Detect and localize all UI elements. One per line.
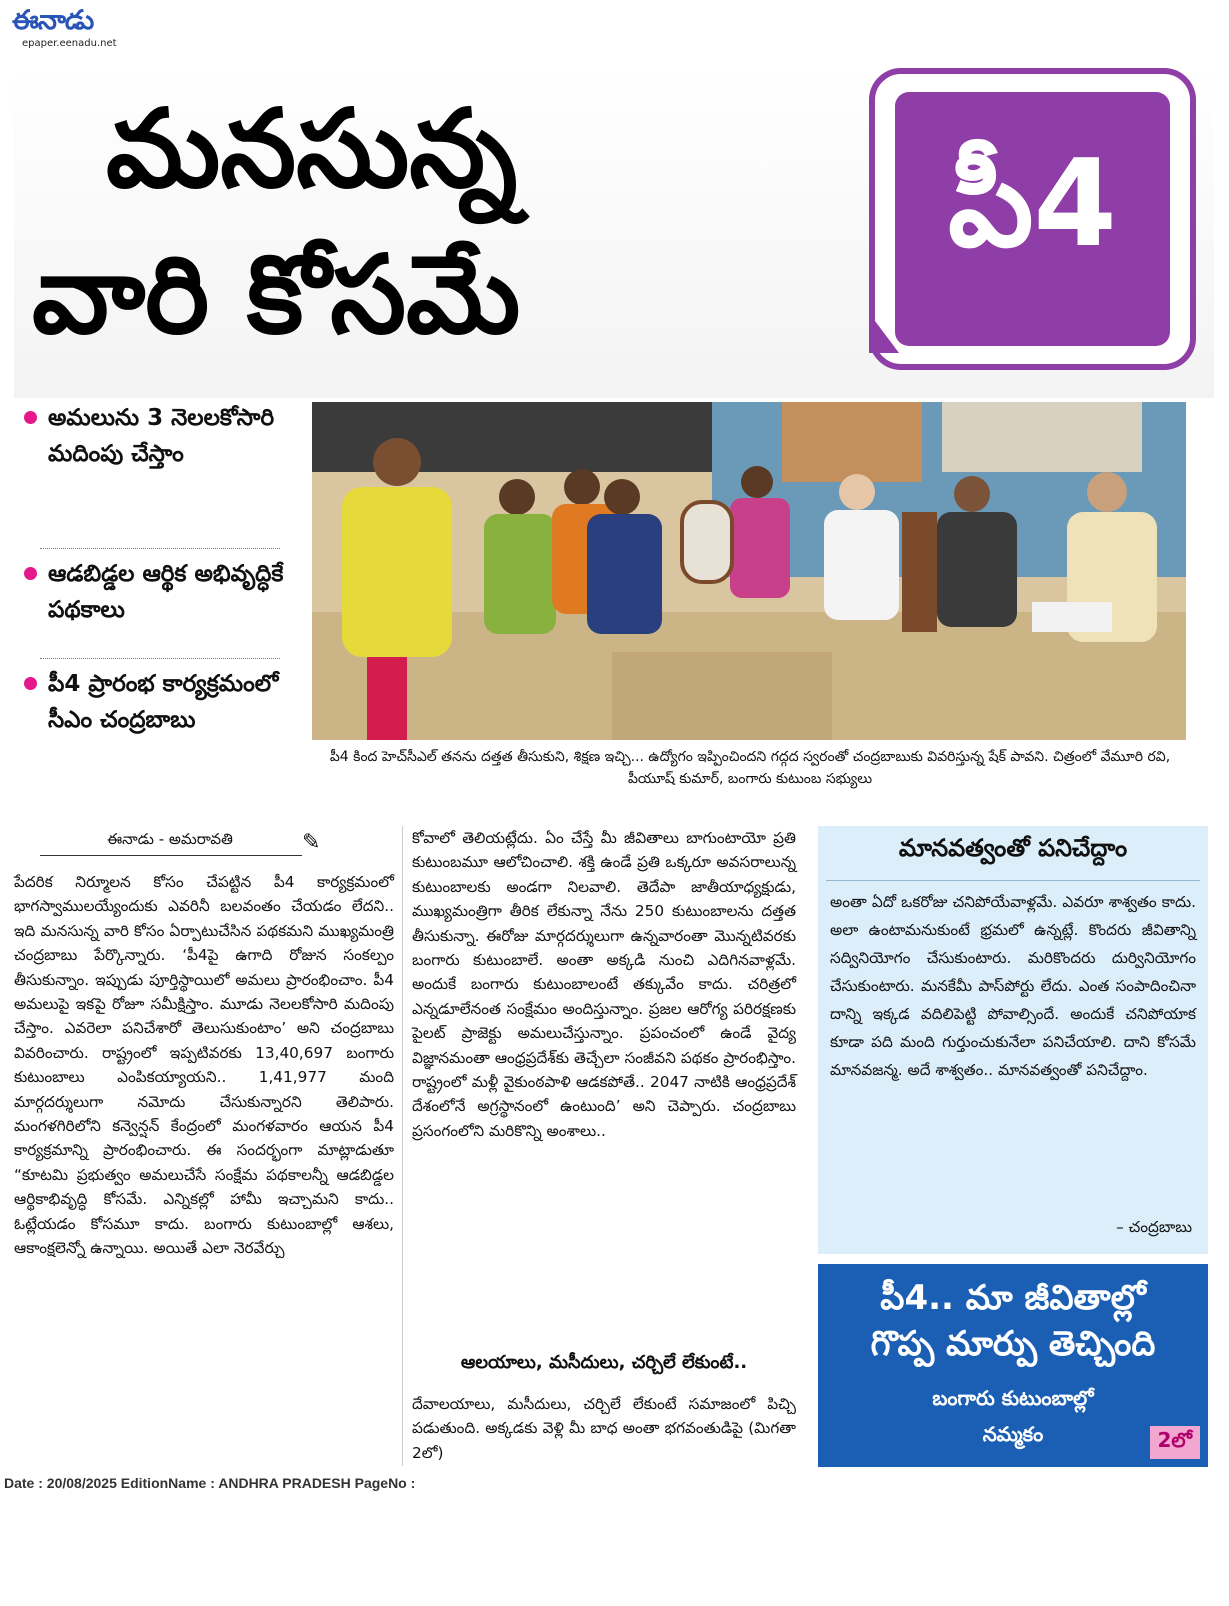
headline-banner <box>14 68 1214 398</box>
article-column-2: కోవాలో తెలియట్లేదు. ఏం చేస్తే మీ జీవితాలు బాగుంటాయో ప్రతి కుటుంబమూ ఆలోచించాలి. శక్తి ఉండే ప్రతి ఒక్కరూ అవసరాలున్న కుటుంబాలకు అండగా నిలవాలి. తెదేపా జాతీయాధ్యక్షుడు, ముఖ్యమంత్రిగా తీరిక లేకున్నా నేను 250 కుటుంబాలను దత్తత తీసుకున్నా. ఈరోజు మార్గదర్శులుగా ఉన్నవారంతా మొన్నటివరకు బంగారు కుటుంబాలే. అంతా అక్కడి నుంచి ఎదిగినవాళ్లమే. అందుకే బంగారు కుటుంబాలంటే తక్కువేం కాదు. చరిత్రలో ఎన్నడూలేనంత సంక్షేమం అందిస్తున్నాం. ప్రజల ఆరోగ్య పరిరక్షణకు పైలట్ ప్రాజెక్టు అమలుచేస్తున్నాం. ప్రపంచంలో ఉండే వైద్య విజ్ఞానమంతా ఆంధ్రప్రదేశ్‌కు తెచ్చేలా సంజీవని పథకం ప్రారంభిస్తాం. రాష్ట్రంలో మళ్లీ వైకుంఠపాళి ఆడకపోతే.. 2047 నాటికి ఆంధ్రప్రదేశ్ దేశంలోనే అగ్రస్థానంలో ఉంటుంది’ అని చెప్పారు. చంద్రబాబు ప్రసంగంలోని మరికొన్ని అంశాలు.. <box>412 829 796 1140</box>
article-column-1: పేదరిక నిర్మూలన కోసం చేపట్టిన పీ4 కార్యక్రమంలో భాగస్వాములయ్యేందుకు ఎవరినీ బలవంతం చేయడం లేదని.. ఇది మనసున్న వారి కోసం ఏర్పాటుచేసిన పథకమని ముఖ్యమంత్రి చంద్రబాబు పేర్కొన్నారు. ‘పీ4పై ఉగాది రోజున సంకల్పం తీసుకున్నాం. ఇప్పుడు పూర్తిస్థాయిలో అమలు ప్రారంభించాం. పీ4 అమలుపై ఇకపై రోజూ సమీక్షిస్తాం. మూడు నెలలకోసారి మదింపు చేస్తాం. ఎవరెలా పనిచేశారో తెలుసుకుంటాం’ అని చంద్రబాబు వివరించారు. రాష్ట్రంలో ఇప్పటివరకు 13,40,697 బంగారు కుటుంబాలు ఎంపికయ్యాయని.. 1,41,977 మంది మార్గదర్శులుగా నమోదు చేసుకున్నారని తెలిపారు. మంగళగిరిలోని కన్వెన్షన్ కేంద్రంలో మంగళవారం ఆయన పీ4 కార్యక్రమాన్ని ప్రారంభించారు. ఈ సందర్భంగా మాట్లాడుతూ “కూటమి ప్రభుత్వం అమలుచేసే సంక్షేమ పథకాలన్నీ ఆడబిడ్డల ఆర్థికాభివృద్ధి కోసమే. ఎన్నికల్లో హామీ ఇచ్చామని కాదు.. ఓట్లేయడం కోసమూ కాదు. బంగారు కుటుంబాల్లో ఆశలు, ఆకాంక్షలెన్నో ఉన్నాయి. అయితే ఎలా నెరవేర్చు <box>14 873 394 1258</box>
article-byline: ఈనాడు - అమరావతి <box>107 830 233 848</box>
quote-box-body: అంతా ఏదో ఒకరోజు చనిపోయేవాళ్లమే. ఎవరూ శాశ్వతం కాదు. అలా ఉంటామనుకుంటే భ్రమలో ఉన్నట్లే. కొందరు జీవితాన్ని సద్వినియోగం చేసుకుంటారు. మరికొందరు దుర్వినియోగం చేసుకుంటారు. మనకేమీ పాస్‌పోర్టు లేదు. ఎంత సంపాదించినా దాన్ని ఇక్కడ వదిలిపెట్టి పోవాల్సిందే. అందుకే చనిపోయాక కూడా పది మంది గుర్తుంచుకునేలా పనిచేయాలి. దాని కోసమే మానవజన్మ. అదే శాశ్వతం.. మానవత్వంతో పనిచేద్దాం. <box>830 893 1196 1079</box>
event-photo-illustration <box>312 402 1186 740</box>
headline-line-2: వారి కోసమే <box>32 233 521 358</box>
p4-badge <box>895 92 1170 346</box>
column-divider <box>402 826 403 1466</box>
byline-divider <box>40 855 302 856</box>
p4-speech-bubble <box>869 68 1196 370</box>
quote-box-divider <box>826 880 1200 881</box>
quote-box <box>818 826 1208 1254</box>
bullet-text: ఆడబిడ్డల ఆర్థిక అభివృద్ధికే పథకాలు <box>48 561 284 623</box>
bullet-divider <box>40 658 280 659</box>
article-subheading: ఆలయాలు, మసీదులు, చర్చిలే లేకుంటే.. <box>460 1352 748 1373</box>
continued-page-tag[interactable]: 2లో <box>1150 1426 1201 1459</box>
bullet-dot-icon <box>24 411 37 424</box>
bullet-text: పీ4 ప్రారంభ కార్యక్రమంలో సీఎం చంద్రబాబు <box>48 671 279 733</box>
pen-icon: ✎ <box>302 830 321 855</box>
promo-headline-2: గొప్ప మార్పు తెచ్చింది <box>870 1324 1156 1364</box>
headline-line-1: మనసున్న <box>106 87 518 212</box>
promo-box[interactable] <box>818 1264 1208 1467</box>
bullet-dot-icon <box>24 567 37 580</box>
event-photo <box>312 402 1186 740</box>
promo-subline-2: నమ్మకం <box>982 1422 1044 1446</box>
promo-subline-1: బంగారు కుటుంబాల్లో <box>932 1386 1094 1410</box>
bullet-point <box>24 666 323 738</box>
bullet-dot-icon <box>24 677 37 690</box>
photo-caption: పీ4 కింద హెచ్‌సీఎల్ తనను దత్తత తీసుకుని, శిక్షణ ఇచ్చి... ఉద్యోగం ఇప్పించిందని గద్గద స్వరంతో చంద్రబాబుకు వివరిస్తున్న షేక్ పావని. చిత్రంలో వేమూరి రవి, పీయూష్ కుమార్, బంగారు కుటుంబ సభ్యులు <box>329 749 1171 787</box>
quote-box-title: మానవత్వంతో పనిచేద్దాం <box>898 834 1128 862</box>
edition-footer: Date : 20/08/2025 EditionName : ANDHRA PRADESH PageNo : <box>4 1475 416 1491</box>
quote-box-signature: – చంద్రబాబు <box>1116 1218 1192 1236</box>
bullet-text: అమలును 3 నెలలకోసారి మదింపు చేస్తాం <box>48 405 275 467</box>
article-column-2-continued: దేవాలయాలు, మసీదులు, చర్చిలే లేకుంటే సమాజంలో పిచ్చి పడుతుంది. అక్కడకు వెళ్లి మీ బాధ అంతా భగవంతుడిపై (మిగతా 2లో) <box>412 1395 796 1462</box>
bullet-divider <box>40 548 280 549</box>
bullet-point <box>24 556 323 628</box>
bullet-point <box>24 400 323 472</box>
newspaper-logo: ఈనాడు <box>12 5 94 36</box>
masthead-url[interactable]: epaper.eenadu.net <box>22 38 117 49</box>
promo-headline-1: పీ4.. మా జీవితాల్లో <box>880 1278 1146 1318</box>
speech-bubble-tail <box>869 313 899 353</box>
p4-badge-text: పీ4 <box>948 135 1117 274</box>
